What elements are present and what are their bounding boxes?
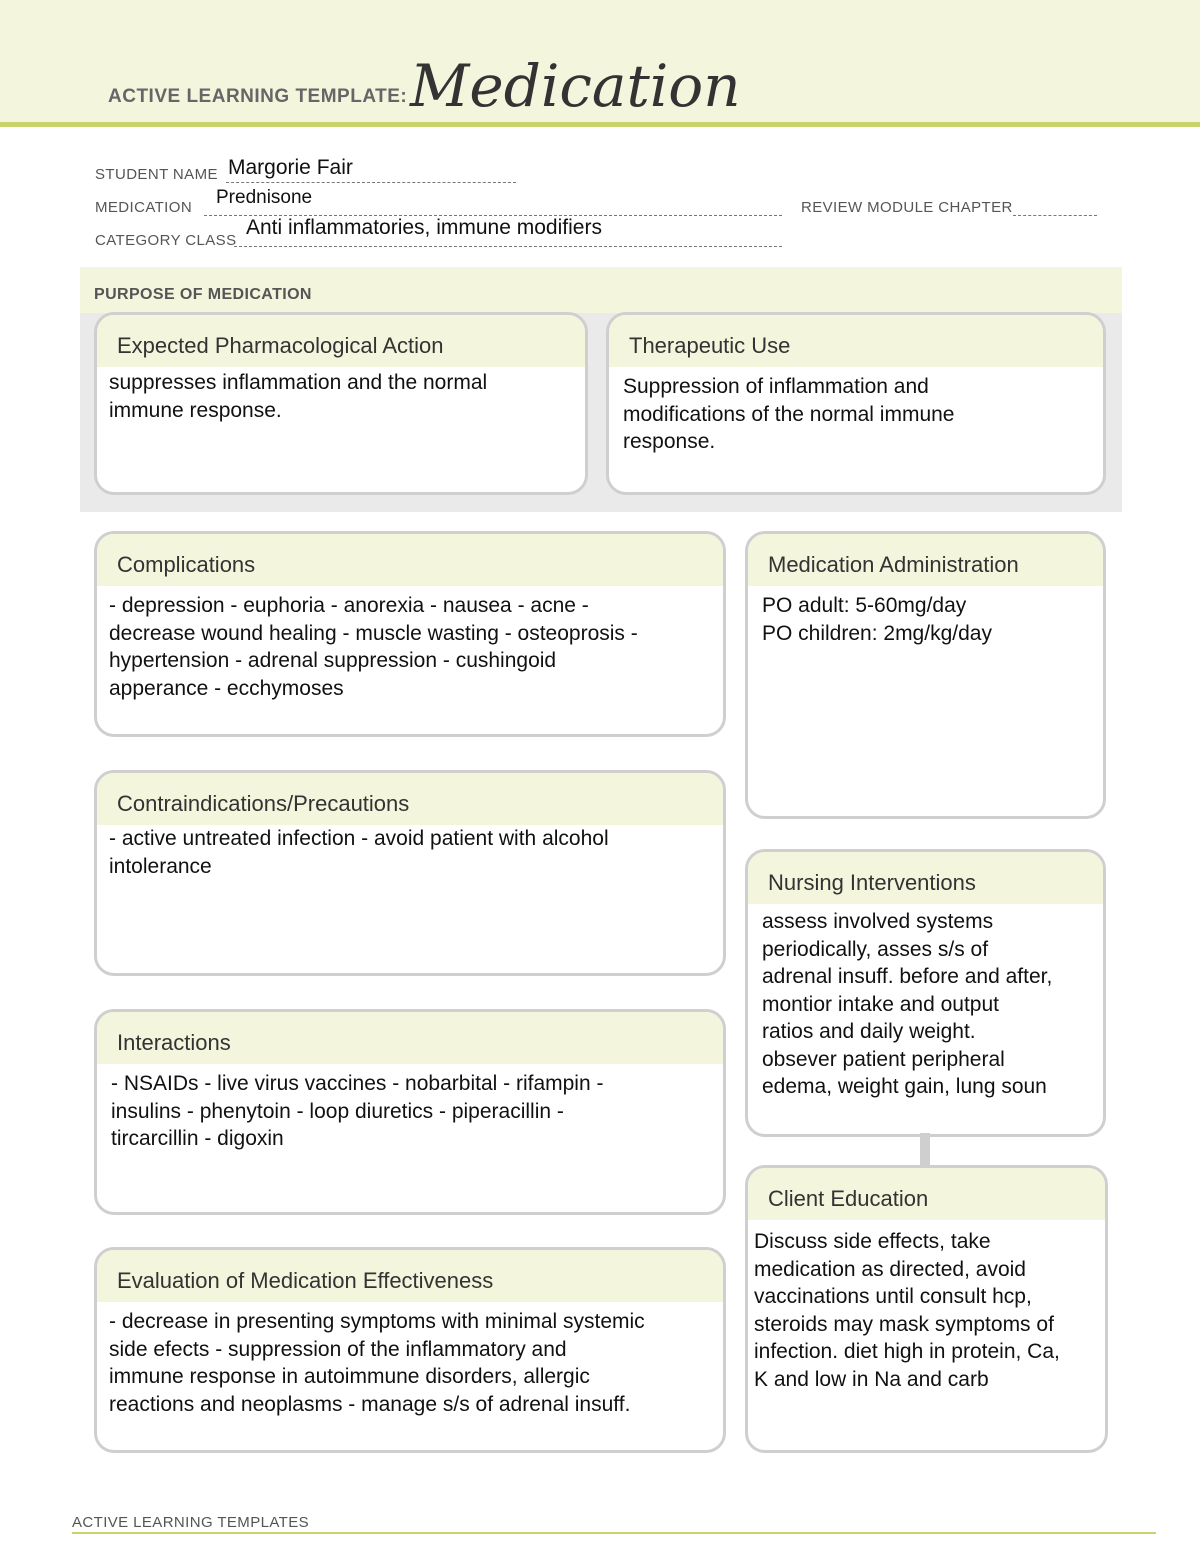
text-line: K and low in Na and carb xyxy=(754,1367,989,1391)
evaluation-heading: Evaluation of Medication Effectiveness xyxy=(97,1250,723,1302)
text-line: Suppression of inflammation and xyxy=(623,375,929,398)
category-class-label: CATEGORY CLASS xyxy=(95,232,237,249)
text-line: apperance - ecchymoses xyxy=(109,676,344,700)
review-module-label: REVIEW MODULE CHAPTER xyxy=(801,199,1013,216)
text-line: immune response in autoimmune disorders, allergic xyxy=(109,1365,590,1388)
text-line: ratios and daily weight. xyxy=(762,1020,976,1043)
contraindications-card xyxy=(94,770,726,976)
evaluation-body[interactable] xyxy=(97,1302,723,1418)
expected-action-body[interactable] xyxy=(97,367,585,424)
expected-action-heading: Expected Pharmacological Action xyxy=(97,315,585,367)
therapeutic-use-heading: Therapeutic Use xyxy=(609,315,1103,367)
template-header xyxy=(0,0,1200,127)
contraindications-body[interactable] xyxy=(97,825,723,880)
complications-heading: Complications xyxy=(97,534,723,586)
text-line: infection. diet high in protein, Ca, xyxy=(754,1340,1060,1363)
purpose-header xyxy=(80,267,1122,313)
client-education-heading: Client Education xyxy=(748,1168,1105,1220)
text-line: modifications of the normal immune xyxy=(623,402,955,426)
text-line: - depression - euphoria - anorexia - nausea - acne - xyxy=(109,594,589,617)
student-name-label: STUDENT NAME xyxy=(95,166,218,183)
nursing-interventions-body[interactable] xyxy=(748,904,1103,1101)
evaluation-card xyxy=(94,1247,726,1453)
template-label: ACTIVE LEARNING TEMPLATE: xyxy=(108,86,408,107)
medication-label: MEDICATION xyxy=(95,199,193,216)
student-name-field[interactable]: Margorie Fair xyxy=(228,156,353,179)
contraindications-heading: Contraindications/Precautions xyxy=(97,773,723,825)
text-line: adrenal insuff. before and after, xyxy=(762,965,1053,988)
purpose-title: PURPOSE OF MEDICATION xyxy=(94,286,312,303)
text-line: hypertension - adrenal suppression - cushingoid xyxy=(109,649,557,672)
nursing-interventions-heading: Nursing Interventions xyxy=(748,852,1103,904)
medication-administration-heading: Medication Administration xyxy=(748,534,1103,586)
therapeutic-use-card xyxy=(606,312,1106,495)
footer-label: ACTIVE LEARNING TEMPLATES xyxy=(72,1514,309,1531)
medication-administration-body[interactable] xyxy=(748,586,1103,647)
client-education-card xyxy=(745,1165,1108,1453)
text-line: montior intake and output xyxy=(762,992,999,1016)
text-line: intolerance xyxy=(109,854,212,878)
text-line: medication as directed, avoid xyxy=(754,1257,1026,1281)
text-line: periodically, asses s/s of xyxy=(762,937,989,961)
category-class-underline xyxy=(234,246,782,247)
therapeutic-use-body[interactable] xyxy=(609,367,1103,456)
text-line: PO adult: 5-60mg/day xyxy=(762,594,967,617)
student-name-underline xyxy=(226,182,516,183)
text-line: - active untreated infection - avoid patient with alcohol xyxy=(109,827,609,850)
complications-card xyxy=(94,531,726,737)
medication-administration-card xyxy=(745,531,1106,819)
text-line: tircarcillin - digoxin xyxy=(111,1127,284,1150)
text-line: reactions and neoplasms - manage s/s of adrenal insuff. xyxy=(109,1392,631,1416)
text-line: side efects - suppression of the inflammatory and xyxy=(109,1337,567,1361)
text-line: response. xyxy=(623,430,716,453)
text-line: decrease wound healing - muscle wasting - osteoprosis - xyxy=(109,621,638,645)
interactions-card xyxy=(94,1009,726,1215)
text-line: PO children: 2mg/kg/day xyxy=(762,621,992,645)
text-line: edema, weight gain, lung soun xyxy=(762,1075,1047,1098)
interactions-body[interactable] xyxy=(97,1064,723,1153)
text-line: steroids may mask symptoms of xyxy=(754,1312,1054,1336)
text-line: assess involved systems xyxy=(762,910,994,933)
expected-action-card xyxy=(94,312,588,495)
text-line: Discuss side effects, take xyxy=(754,1230,991,1253)
client-education-body[interactable] xyxy=(748,1220,1105,1393)
footer-divider xyxy=(72,1532,1156,1534)
card-connector xyxy=(920,1133,930,1167)
interactions-heading: Interactions xyxy=(97,1012,723,1064)
text-line: immune response. xyxy=(109,398,282,422)
text-line: suppresses inflammation and the normal xyxy=(109,371,488,394)
complications-body[interactable] xyxy=(97,586,723,702)
nursing-interventions-card xyxy=(745,849,1106,1137)
text-line: - NSAIDs - live virus vaccines - nobarbital - rifampin - xyxy=(111,1072,604,1095)
category-class-field[interactable]: Anti inflammatories, immune modifiers xyxy=(246,216,602,239)
review-module-field[interactable] xyxy=(1013,215,1097,216)
page-title: Medication xyxy=(410,52,741,120)
text-line: obsever patient peripheral xyxy=(762,1047,1005,1071)
text-line: - decrease in presenting symptoms with minimal systemic xyxy=(109,1310,645,1333)
medication-field[interactable]: Prednisone xyxy=(216,187,313,208)
text-line: vaccinations until consult hcp, xyxy=(754,1285,1032,1308)
text-line: insulins - phenytoin - loop diuretics - piperacillin - xyxy=(111,1099,564,1123)
